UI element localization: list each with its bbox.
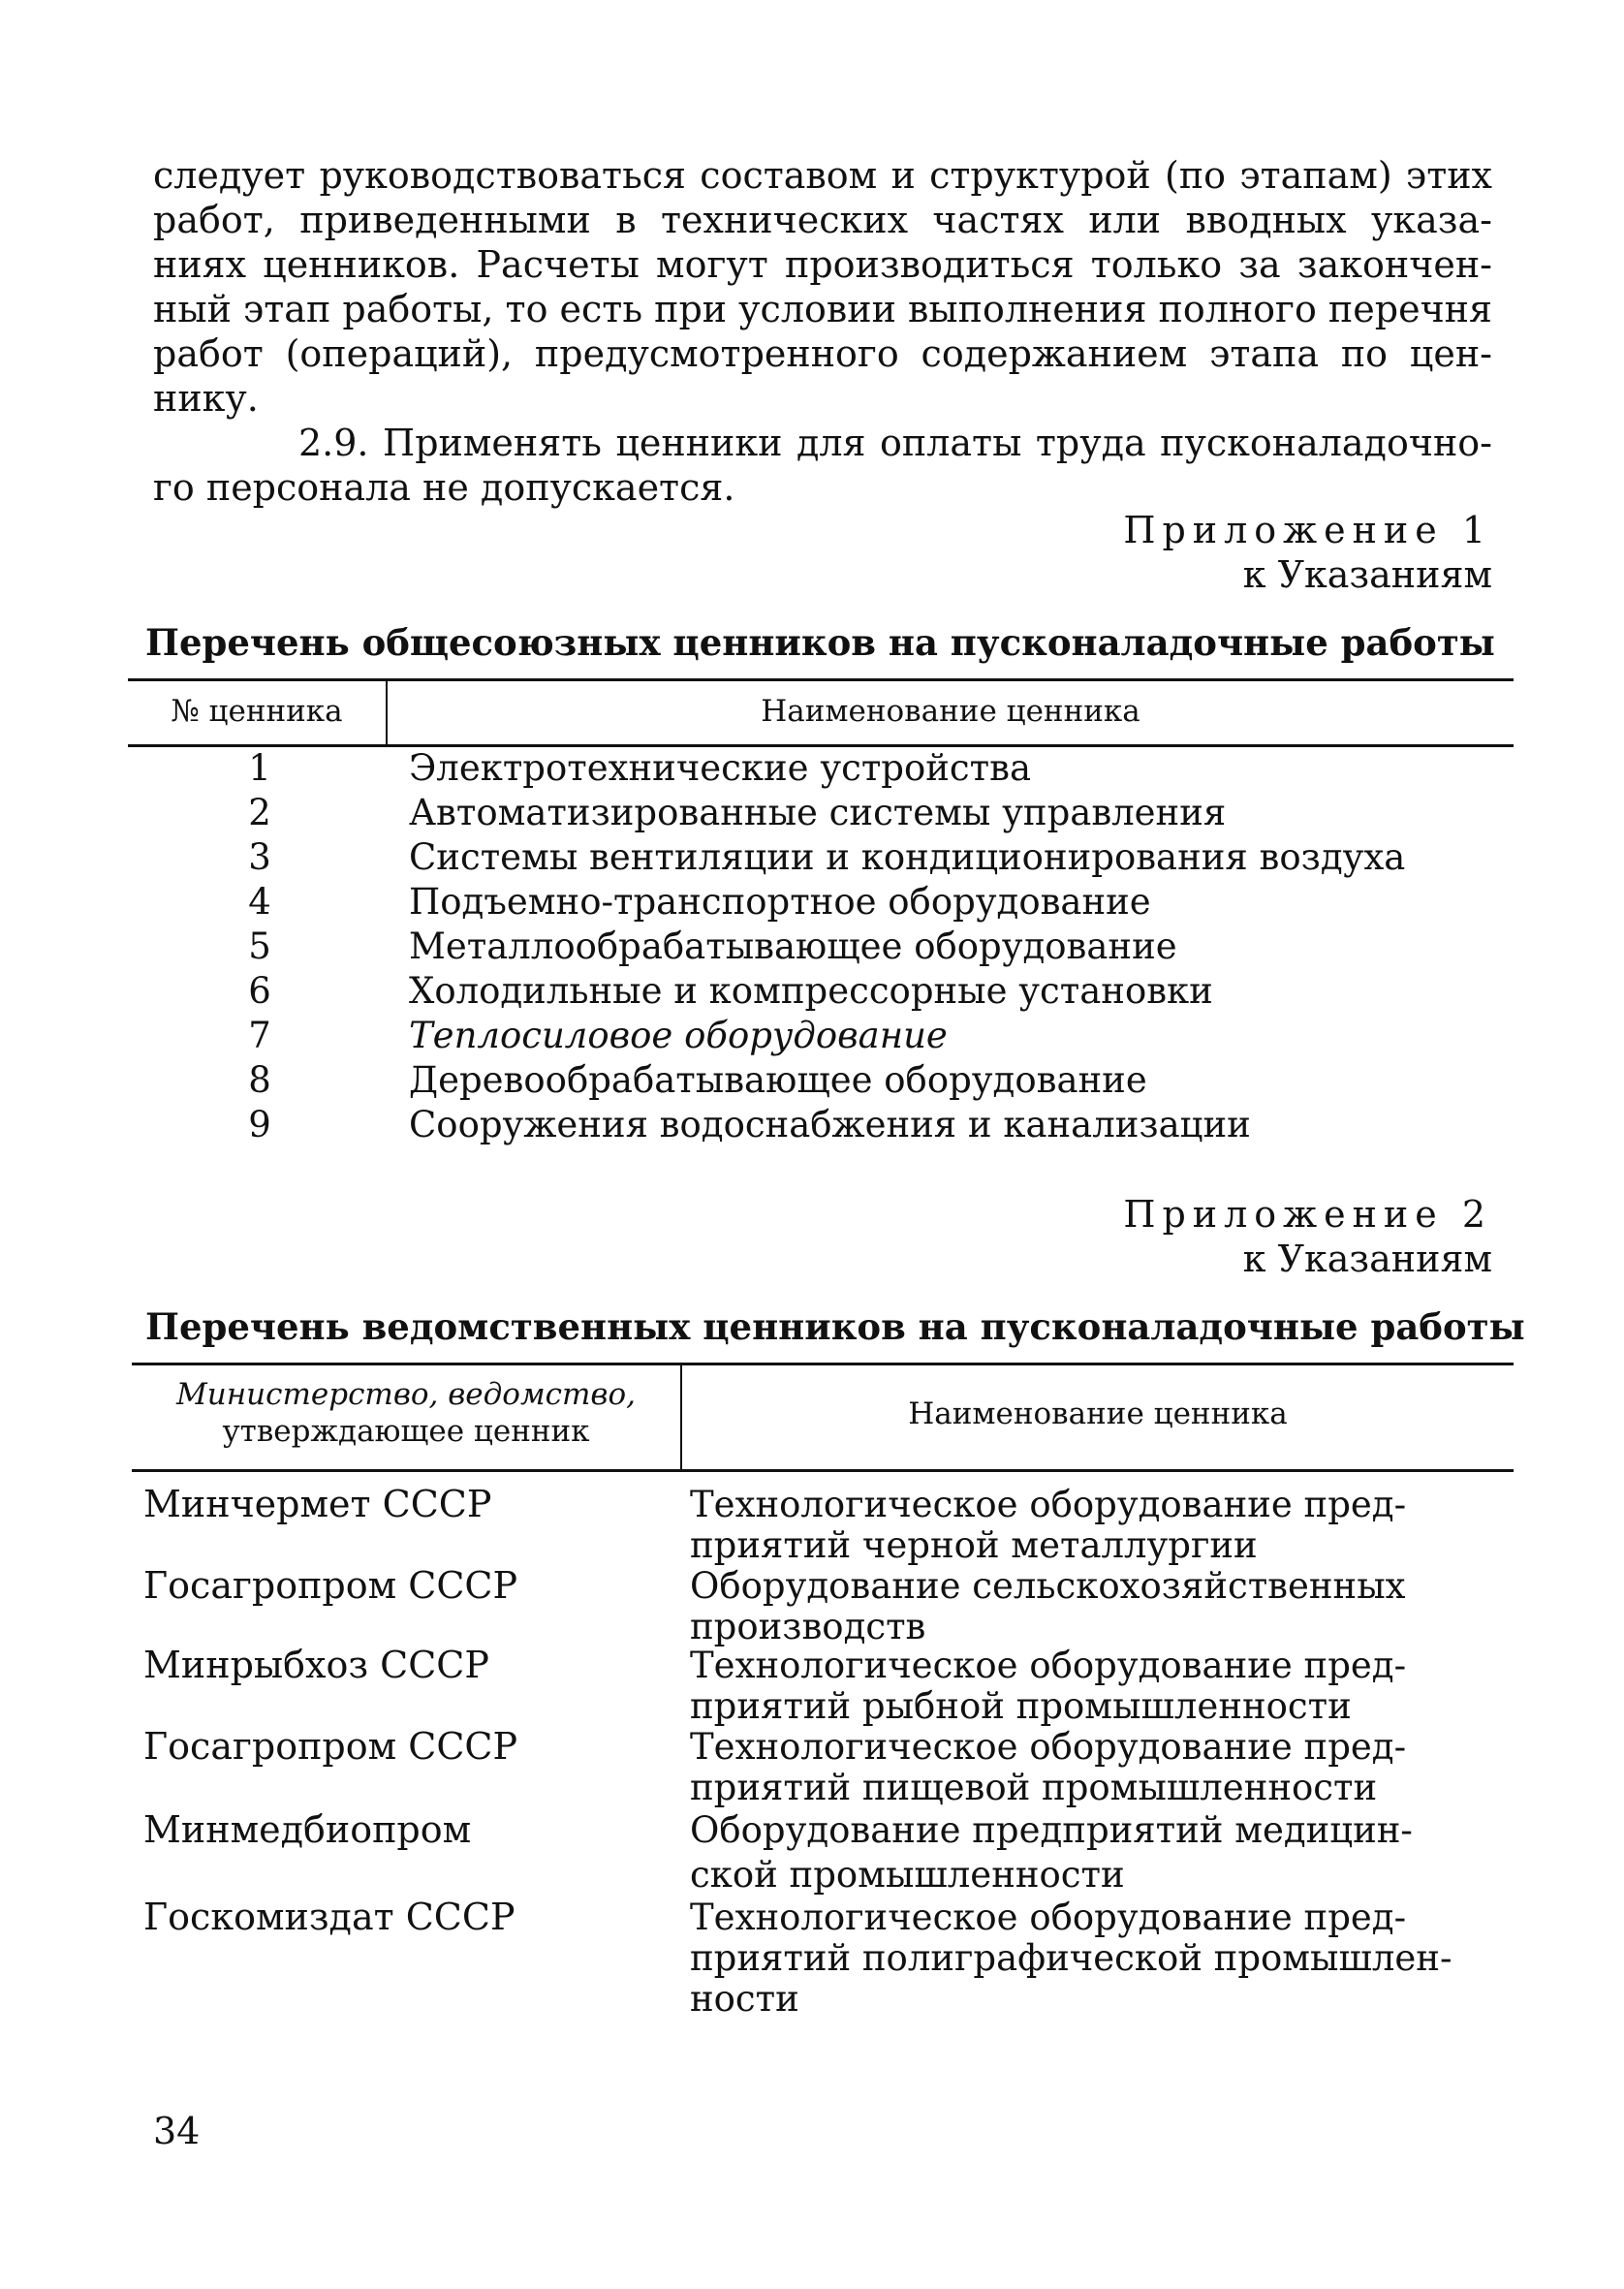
table-header-ministry-line: утверждающее ценник — [222, 1414, 590, 1449]
table-header-name: Наименование ценника — [908, 1396, 1288, 1431]
table-row-name: Теплосиловое оборудование — [409, 1015, 948, 1056]
page-number: 34 — [153, 2110, 201, 2152]
appendix1-subtitle: к Указаниям — [1242, 553, 1492, 596]
intro-line: ниях ценников. Расчеты могут производиться только за закончен- — [153, 243, 1492, 286]
intro-line: ный этап работы, то есть при условии выполнения полного перечня — [153, 288, 1492, 330]
table-row-num: 8 — [248, 1059, 271, 1101]
clause-line: го персонала не допускается. — [153, 466, 735, 509]
appendix2-title: Приложение 2 — [1123, 1193, 1492, 1236]
intro-line: нику. — [153, 377, 259, 420]
appendix2-heading — [1123, 1192, 1492, 1281]
table-row-num: 4 — [248, 881, 271, 923]
table-row-name-line: приятий рыбной промышленности — [690, 1685, 1352, 1727]
table-row-name-line: Технологическое оборудование пред- — [690, 1897, 1407, 1938]
table-row-ministry: Минмедбиопром — [143, 1808, 472, 1851]
table-row-num: 7 — [248, 1015, 271, 1056]
table-row-ministry: Госкомиздат СССР — [143, 1896, 515, 1938]
table-header-ministry-line: Министерство, ведомство, — [176, 1377, 636, 1412]
table-row-ministry: Госагропром СССР — [143, 1564, 518, 1607]
table-row-name: Подъемно-транспортное оборудование — [409, 881, 1151, 923]
table-row-num: 2 — [248, 792, 271, 833]
table-row-num: 5 — [248, 925, 271, 967]
table-row-name-line: приятий черной металлургии — [690, 1524, 1258, 1566]
table-row-name: Металлообрабатывающее оборудование — [409, 925, 1177, 967]
clause-line: 2.9. Применять ценники для оплаты труда пусконаладочно- — [298, 422, 1492, 464]
table-top-rule — [128, 678, 1514, 681]
table-row-name-line: приятий пищевой промышленности — [690, 1767, 1378, 1808]
table-row-name: Сооружения водоснабжения и канализации — [409, 1104, 1251, 1145]
table-row-num: 1 — [248, 747, 271, 789]
table-row-name-line: ской промышленности — [690, 1854, 1125, 1896]
appendix1-heading — [1123, 508, 1492, 597]
appendix2-subtitle: к Указаниям — [1242, 1238, 1492, 1280]
table-row-name-line: ности — [690, 1978, 799, 2020]
table-row-ministry: Госагропром СССР — [143, 1725, 518, 1768]
appendix1-table-title: Перечень общесоюзных ценников на пусконаладочные работы — [145, 621, 1495, 664]
table-row-name: Холодильные и компрессорные установки — [409, 970, 1213, 1012]
table-row-name-line: Технологическое оборудование пред- — [690, 1645, 1407, 1686]
appendix2-table-title: Перечень ведомственных ценников на пусконаладочные работы — [145, 1305, 1525, 1348]
table-row-ministry: Минрыбхоз СССР — [143, 1644, 489, 1686]
table-row-num: 9 — [248, 1104, 271, 1145]
intro-line: работ, приведенными в технических частях или вводных указа- — [153, 199, 1492, 241]
table-row-name-line: производств — [690, 1606, 926, 1647]
table-header-rule — [132, 1469, 1514, 1472]
intro-line: следует руководствоваться составом и структурой (по этапам) этих — [153, 154, 1492, 197]
table-row-name-line: Технологическое оборудование пред- — [690, 1484, 1407, 1525]
intro-line: работ (операций), предусмотренного содержанием этапа по цен- — [153, 332, 1492, 375]
appendix1-title: Приложение 1 — [1123, 509, 1492, 551]
table-row-name: Системы вентиляции и кондиционирования воздуха — [409, 836, 1406, 878]
table-top-rule — [132, 1363, 1514, 1365]
table-row-name-line: Оборудование сельскохозяйственных — [690, 1565, 1406, 1607]
table-row-name: Деревообрабатывающее оборудование — [409, 1059, 1147, 1101]
table-row-name: Автоматизированные системы управления — [409, 792, 1227, 833]
table-row-name-line: Технологическое оборудование пред- — [690, 1726, 1407, 1768]
table-row-name: Электротехнические устройства — [409, 747, 1032, 789]
table-header-num: № ценника — [171, 694, 343, 729]
table-header-name: Наименование ценника — [761, 694, 1140, 729]
table-row-num: 6 — [248, 970, 271, 1012]
table-row-name-line: приятий полиграфической промышлен- — [690, 1937, 1452, 1979]
table-row-name-line: Оборудование предприятий медицин- — [690, 1809, 1413, 1851]
table-row-ministry: Минчермет СССР — [143, 1483, 492, 1525]
table-row-num: 3 — [248, 836, 271, 878]
